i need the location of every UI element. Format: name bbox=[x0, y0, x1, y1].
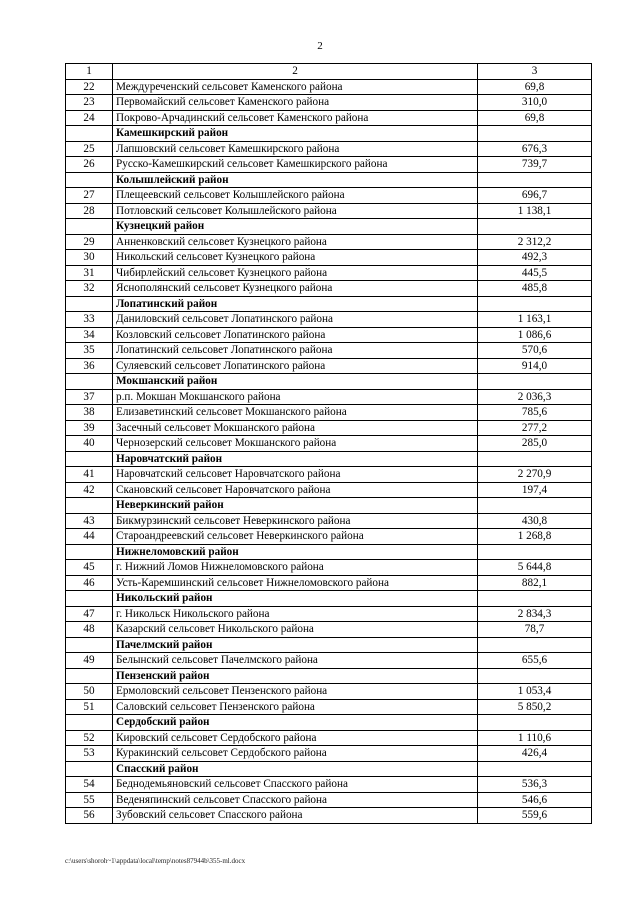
settlement-name: Кировский сельсовет Сердобского района bbox=[113, 730, 478, 746]
row-number: 31 bbox=[66, 265, 113, 281]
value-cell bbox=[478, 126, 592, 142]
value-cell bbox=[478, 374, 592, 390]
row-number: 48 bbox=[66, 622, 113, 638]
row-number-cell bbox=[66, 761, 113, 777]
value-cell bbox=[478, 451, 592, 467]
table-row bbox=[66, 265, 592, 281]
row-number: 30 bbox=[66, 250, 113, 266]
district-name: Кузнецкий район bbox=[113, 219, 478, 235]
table-row bbox=[66, 203, 592, 219]
table-row bbox=[66, 606, 592, 622]
row-number: 25 bbox=[66, 141, 113, 157]
amount-value: 2 312,2 bbox=[478, 234, 592, 250]
row-number: 38 bbox=[66, 405, 113, 421]
amount-value: 2 036,3 bbox=[478, 389, 592, 405]
value-cell bbox=[478, 668, 592, 684]
settlement-name: Яснополянский сельсовет Кузнецкого района bbox=[113, 281, 478, 297]
table-row bbox=[66, 110, 592, 126]
amount-value: 285,0 bbox=[478, 436, 592, 452]
settlement-name: Потловский сельсовет Колышлейского района bbox=[113, 203, 478, 219]
district-name: Камешкирский район bbox=[113, 126, 478, 142]
settlement-name: Белынский сельсовет Пачелмского района bbox=[113, 653, 478, 669]
amount-value: 2 834,3 bbox=[478, 606, 592, 622]
amount-value: 570,6 bbox=[478, 343, 592, 359]
row-number: 53 bbox=[66, 746, 113, 762]
table-row bbox=[66, 79, 592, 95]
district-section-row bbox=[66, 219, 592, 235]
table-row bbox=[66, 389, 592, 405]
district-name: Никольский район bbox=[113, 591, 478, 607]
allocation-table bbox=[65, 63, 592, 824]
row-number: 33 bbox=[66, 312, 113, 328]
row-number: 55 bbox=[66, 792, 113, 808]
header-col-2: 2 bbox=[113, 64, 478, 80]
district-name: Спасский район bbox=[113, 761, 478, 777]
district-section-row bbox=[66, 544, 592, 560]
row-number: 50 bbox=[66, 684, 113, 700]
amount-value: 676,3 bbox=[478, 141, 592, 157]
row-number-cell bbox=[66, 126, 113, 142]
settlement-name: Междуреченский сельсовет Каменского района bbox=[113, 79, 478, 95]
settlement-name: Беднодемьяновский сельсовет Спасского района bbox=[113, 777, 478, 793]
settlement-name: Усть-Каремшинский сельсовет Нижнеломовского района bbox=[113, 575, 478, 591]
settlement-name: Бикмурзинский сельсовет Неверкинского района bbox=[113, 513, 478, 529]
row-number: 29 bbox=[66, 234, 113, 250]
settlement-name: Плещеевский сельсовет Колышлейского района bbox=[113, 188, 478, 204]
settlement-name: р.п. Мокшан Мокшанского района bbox=[113, 389, 478, 405]
district-name: Мокшанский район bbox=[113, 374, 478, 390]
district-name: Сердобский район bbox=[113, 715, 478, 731]
settlement-name: Никольский сельсовет Кузнецкого района bbox=[113, 250, 478, 266]
district-section-row bbox=[66, 126, 592, 142]
row-number-cell bbox=[66, 544, 113, 560]
row-number: 36 bbox=[66, 358, 113, 374]
row-number: 35 bbox=[66, 343, 113, 359]
row-number: 46 bbox=[66, 575, 113, 591]
settlement-name: Суляевский сельсовет Лопатинского района bbox=[113, 358, 478, 374]
row-number-cell bbox=[66, 637, 113, 653]
table-row bbox=[66, 684, 592, 700]
row-number: 56 bbox=[66, 808, 113, 824]
row-number-cell bbox=[66, 172, 113, 188]
row-number: 43 bbox=[66, 513, 113, 529]
amount-value: 277,2 bbox=[478, 420, 592, 436]
settlement-name: Скановский сельсовет Наровчатского района bbox=[113, 482, 478, 498]
table-row bbox=[66, 327, 592, 343]
settlement-name: Куракинский сельсовет Сердобского района bbox=[113, 746, 478, 762]
row-number: 24 bbox=[66, 110, 113, 126]
amount-value: 559,6 bbox=[478, 808, 592, 824]
table-row bbox=[66, 792, 592, 808]
amount-value: 1 268,8 bbox=[478, 529, 592, 545]
row-number-cell bbox=[66, 296, 113, 312]
amount-value: 197,4 bbox=[478, 482, 592, 498]
amount-value: 5 850,2 bbox=[478, 699, 592, 715]
row-number: 45 bbox=[66, 560, 113, 576]
settlement-name: Чернозерский сельсовет Мокшанского района bbox=[113, 436, 478, 452]
amount-value: 430,8 bbox=[478, 513, 592, 529]
table-row bbox=[66, 95, 592, 111]
amount-value: 1 053,4 bbox=[478, 684, 592, 700]
value-cell bbox=[478, 761, 592, 777]
settlement-name: Первомайский сельсовет Каменского района bbox=[113, 95, 478, 111]
amount-value: 739,7 bbox=[478, 157, 592, 173]
district-section-row bbox=[66, 715, 592, 731]
district-name: Наровчатский район bbox=[113, 451, 478, 467]
table-row bbox=[66, 808, 592, 824]
row-number-cell bbox=[66, 374, 113, 390]
district-section-row bbox=[66, 296, 592, 312]
amount-value: 445,5 bbox=[478, 265, 592, 281]
amount-value: 5 644,8 bbox=[478, 560, 592, 576]
table-row bbox=[66, 622, 592, 638]
district-section-row bbox=[66, 668, 592, 684]
settlement-name: Зубовский сельсовет Спасского района bbox=[113, 808, 478, 824]
value-cell bbox=[478, 219, 592, 235]
amount-value: 2 270,9 bbox=[478, 467, 592, 483]
settlement-name: г. Никольск Никольского района bbox=[113, 606, 478, 622]
amount-value: 1 138,1 bbox=[478, 203, 592, 219]
amount-value: 882,1 bbox=[478, 575, 592, 591]
value-cell bbox=[478, 637, 592, 653]
amount-value: 785,6 bbox=[478, 405, 592, 421]
row-number-cell bbox=[66, 219, 113, 235]
table-row bbox=[66, 358, 592, 374]
amount-value: 914,0 bbox=[478, 358, 592, 374]
amount-value: 69,8 bbox=[478, 79, 592, 95]
settlement-name: Даниловский сельсовет Лопатинского района bbox=[113, 312, 478, 328]
page-number: 2 bbox=[317, 40, 323, 52]
file-path-footer: c:\users\shoroh~1\appdata\local\temp\notes87944b\355-ml.docx bbox=[65, 857, 246, 865]
row-number-cell bbox=[66, 451, 113, 467]
row-number: 23 bbox=[66, 95, 113, 111]
amount-value: 536,3 bbox=[478, 777, 592, 793]
amount-value: 310,0 bbox=[478, 95, 592, 111]
row-number-cell bbox=[66, 498, 113, 514]
amount-value: 546,6 bbox=[478, 792, 592, 808]
table-row bbox=[66, 188, 592, 204]
table-row bbox=[66, 575, 592, 591]
settlement-name: Русско-Камешкирский сельсовет Камешкирского района bbox=[113, 157, 478, 173]
amount-value: 1 110,6 bbox=[478, 730, 592, 746]
table-row bbox=[66, 141, 592, 157]
settlement-name: Чибирлейский сельсовет Кузнецкого района bbox=[113, 265, 478, 281]
district-section-row bbox=[66, 637, 592, 653]
district-section-row bbox=[66, 374, 592, 390]
table-row bbox=[66, 436, 592, 452]
row-number: 32 bbox=[66, 281, 113, 297]
row-number: 27 bbox=[66, 188, 113, 204]
settlement-name: Анненковский сельсовет Кузнецкого района bbox=[113, 234, 478, 250]
table-row bbox=[66, 513, 592, 529]
table-row bbox=[66, 777, 592, 793]
table-row bbox=[66, 653, 592, 669]
table-row bbox=[66, 529, 592, 545]
district-section-row bbox=[66, 761, 592, 777]
amount-value: 69,8 bbox=[478, 110, 592, 126]
row-number: 41 bbox=[66, 467, 113, 483]
district-name: Пензенский район bbox=[113, 668, 478, 684]
table-row bbox=[66, 234, 592, 250]
row-number: 28 bbox=[66, 203, 113, 219]
row-number: 39 bbox=[66, 420, 113, 436]
table-row bbox=[66, 250, 592, 266]
table-row bbox=[66, 343, 592, 359]
amount-value: 492,3 bbox=[478, 250, 592, 266]
amount-value: 1 163,1 bbox=[478, 312, 592, 328]
district-section-row bbox=[66, 172, 592, 188]
row-number: 26 bbox=[66, 157, 113, 173]
settlement-name: Покрово-Арчадинский сельсовет Каменского района bbox=[113, 110, 478, 126]
settlement-name: Засечный сельсовет Мокшанского района bbox=[113, 420, 478, 436]
row-number: 22 bbox=[66, 79, 113, 95]
amount-value: 78,7 bbox=[478, 622, 592, 638]
amount-value: 485,8 bbox=[478, 281, 592, 297]
value-cell bbox=[478, 498, 592, 514]
settlement-name: Веденяпинский сельсовет Спасского района bbox=[113, 792, 478, 808]
table-header-row bbox=[66, 64, 592, 80]
row-number: 47 bbox=[66, 606, 113, 622]
table-row bbox=[66, 560, 592, 576]
settlement-name: Саловский сельсовет Пензенского района bbox=[113, 699, 478, 715]
value-cell bbox=[478, 172, 592, 188]
table-row bbox=[66, 482, 592, 498]
row-number: 49 bbox=[66, 653, 113, 669]
amount-value: 696,7 bbox=[478, 188, 592, 204]
district-section-row bbox=[66, 498, 592, 514]
settlement-name: Наровчатский сельсовет Наровчатского района bbox=[113, 467, 478, 483]
district-name: Колышлейский район bbox=[113, 172, 478, 188]
district-section-row bbox=[66, 591, 592, 607]
table-row bbox=[66, 281, 592, 297]
district-name: Лопатинский район bbox=[113, 296, 478, 312]
settlement-name: Лопатинский сельсовет Лопатинского района bbox=[113, 343, 478, 359]
row-number: 42 bbox=[66, 482, 113, 498]
row-number-cell bbox=[66, 591, 113, 607]
district-name: Нижнеломовский район bbox=[113, 544, 478, 560]
settlement-name: Казарский сельсовет Никольского района bbox=[113, 622, 478, 638]
value-cell bbox=[478, 296, 592, 312]
settlement-name: Староандреевский сельсовет Неверкинского района bbox=[113, 529, 478, 545]
settlement-name: Ермоловский сельсовет Пензенского района bbox=[113, 684, 478, 700]
row-number: 34 bbox=[66, 327, 113, 343]
value-cell bbox=[478, 544, 592, 560]
table-row bbox=[66, 699, 592, 715]
district-name: Пачелмский район bbox=[113, 637, 478, 653]
table-row bbox=[66, 420, 592, 436]
settlement-name: Лапшовский сельсовет Камешкирского района bbox=[113, 141, 478, 157]
table-row bbox=[66, 467, 592, 483]
row-number: 44 bbox=[66, 529, 113, 545]
row-number-cell bbox=[66, 715, 113, 731]
value-cell bbox=[478, 591, 592, 607]
table-row bbox=[66, 746, 592, 762]
district-section-row bbox=[66, 451, 592, 467]
table-body bbox=[66, 64, 592, 824]
row-number: 40 bbox=[66, 436, 113, 452]
settlement-name: Елизаветинский сельсовет Мокшанского района bbox=[113, 405, 478, 421]
row-number: 54 bbox=[66, 777, 113, 793]
value-cell bbox=[478, 715, 592, 731]
table-row bbox=[66, 730, 592, 746]
row-number: 52 bbox=[66, 730, 113, 746]
settlement-name: Козловский сельсовет Лопатинского района bbox=[113, 327, 478, 343]
settlement-name: г. Нижний Ломов Нижнеломовского района bbox=[113, 560, 478, 576]
table-row bbox=[66, 157, 592, 173]
header-col-1: 1 bbox=[66, 64, 113, 80]
amount-value: 655,6 bbox=[478, 653, 592, 669]
amount-value: 1 086,6 bbox=[478, 327, 592, 343]
amount-value: 426,4 bbox=[478, 746, 592, 762]
table-row bbox=[66, 312, 592, 328]
table-row bbox=[66, 405, 592, 421]
header-col-3: 3 bbox=[478, 64, 592, 80]
district-name: Неверкинский район bbox=[113, 498, 478, 514]
row-number: 51 bbox=[66, 699, 113, 715]
row-number: 37 bbox=[66, 389, 113, 405]
row-number-cell bbox=[66, 668, 113, 684]
